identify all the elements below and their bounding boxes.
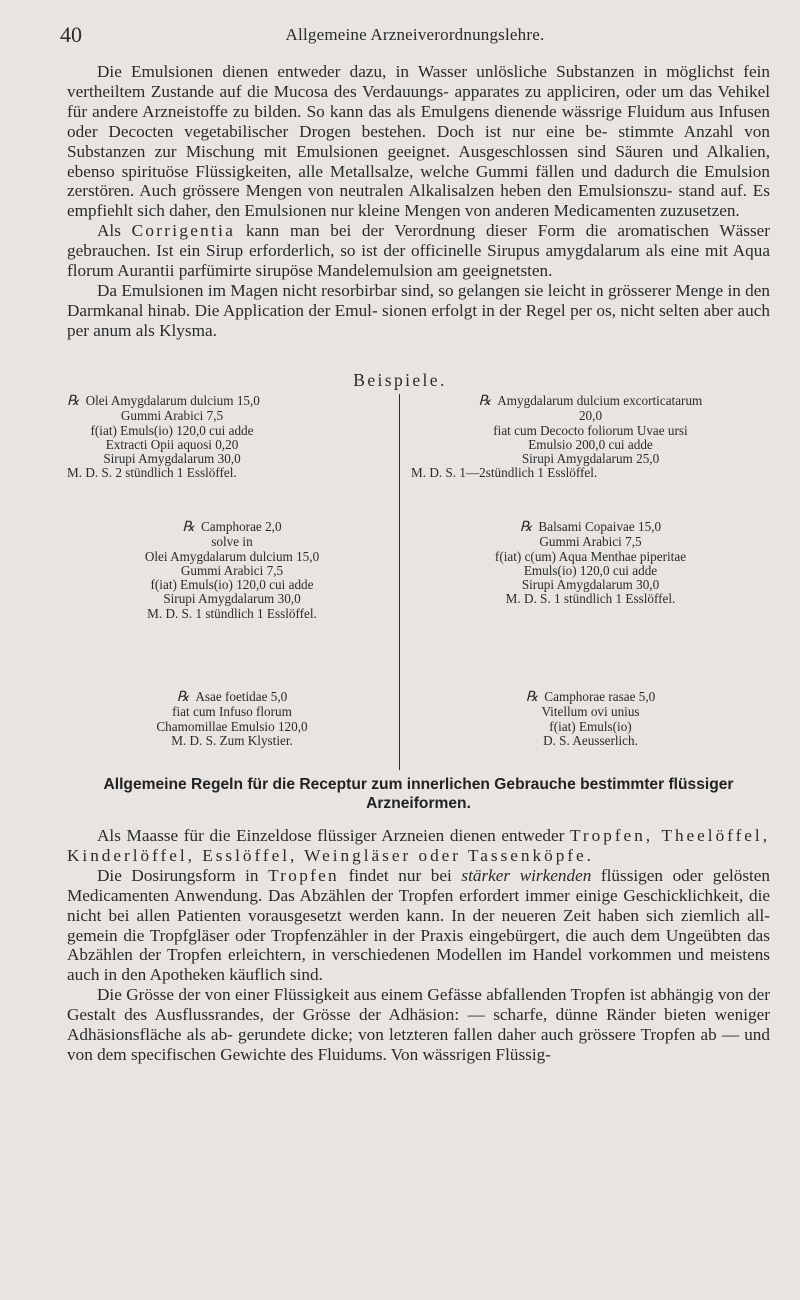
running-head: [60, 22, 770, 50]
prescription-line: Emulsio 200,0 cui adde: [528, 436, 653, 452]
spaced-term: Tropfen, Theelöffel, Kinderlöffel, Esslöffel, Weingläser oder Tassenköpfe.: [67, 826, 771, 865]
section-text: [67, 826, 770, 1065]
prescription-line: Balsami Copaivae 15,0: [538, 519, 662, 534]
prescription-first-line: [411, 394, 770, 409]
prescription-line: Olei Amygdalarum dulcium 15,0: [144, 548, 320, 564]
prescription-examples: [67, 394, 770, 770]
paragraph: Da Emulsionen im Magen nicht resorbirbar sind, so gelangen sie leicht in grösserer Menge in den Darmkanal hinab. Die Application der Emul- sionen erfolgt in der Regel per os, nicht selten aber auch per anum als Klysma.: [67, 280, 770, 340]
paragraph-text: Die Dosirungsform in: [97, 865, 259, 885]
section-heading: Allgemeine Regeln für die Receptur zum innerlichen Gebrauche bestimmter flüssiger Arzneiformen.: [103, 776, 734, 812]
prescription-signa: M. D. S. 2 stündlich 1 Esslöffel.: [67, 465, 237, 481]
paragraph: [67, 826, 770, 866]
prescription-line: Gummi Arabici 7,5: [120, 408, 224, 424]
prescription-line: Gummi Arabici 7,5: [539, 534, 642, 550]
running-title: Allgemeine Arzneiverordnungslehre.: [285, 25, 545, 44]
column-divider: [399, 394, 400, 770]
prescription-line: Olei Amygdalarum dulcium 15,0: [85, 393, 260, 408]
prescription-line: f(iat) Emuls(io) 120,0 cui adde: [150, 577, 314, 593]
examples-heading: Beispiele.: [353, 370, 447, 390]
paragraph: [67, 221, 770, 281]
prescription-first-line: [411, 520, 770, 535]
paragraph-text: kann man bei der Verordnung dieser Form die aromatischen Wässer gebrauchen. Ist ein Sirup erforderlich, so ist der officinelle Sirupus amygdalarum als eine mit Aqua florum Aurantii parfümirte sirupöse Mandelemulsion am geeignetsten.: [67, 221, 770, 281]
prescription-signa: M. D. S. 1 stündlich 1 Esslöffel.: [505, 591, 676, 607]
paragraph-text: flüssigen oder gelösten Medicamenten Anwendung. Das Abzählen der Tropfen erfordert immer einige Geschicklichkeit, die nicht bei allen Patienten vorausgesetzt werden kann. In der neueren Zeit haben sich ziemlich all- gemein die Tropfgläser oder Tropfenzähler in der Praxis eingebürgert, die auch dem Ungeübten das Abzählen der Tropfen erleichtern, in verschiedenen Modellen im Handel vorkommen und meistens auch in den Apotheken käuflich sind.: [67, 865, 771, 985]
prescription-line: Sirupi Amygdalarum 25,0: [521, 451, 660, 467]
paragraph-text: Als Maasse für die Einzeldose flüssiger Arzneien dienen entweder: [97, 826, 565, 845]
italic-term: stärker wirkenden: [461, 865, 592, 885]
prescription: [411, 690, 770, 748]
prescription: [67, 520, 397, 621]
prescription-line: Emuls(io) 120,0 cui adde: [523, 562, 658, 578]
prescription-signa: M. D. S. 1—2stündlich 1 Esslöffel.: [411, 465, 598, 481]
prescription-line: Camphorae 2,0: [200, 519, 282, 534]
paragraph: [67, 866, 770, 985]
prescription-line: Amygdalarum dulcium excorticatarum: [497, 393, 703, 408]
prescription-line: Extracti Opii aquosi 0,20: [105, 436, 239, 452]
paragraph: Die Emulsionen dienen entweder dazu, in Wasser unlösliche Substanzen in möglichst fein vertheiltem Zustande auf die Mucosa des Verdauungs- apparates zu appliciren, oder um das Vehikel für andere Arzneistoffe zu bilden. So kann das als Emulgens dienende wässrige Fluidum aus Infusen oder Decocten vegetabilischer Drogen bestehen. Doch ist nur eine be- stimmte Anzahl von Substanzen zur Mischung mit Emulsionen geeignet. Ausgeschlossen sind Säuren und Alkalien, ebenso spirituöse Flüssigkeiten, alle Metallsalze, welche Gummi fällen und dadurch die Emulsion zerstören. Auch grössere Mengen von neutralen Alkalisalzen heben den Emulsionszu- stand auf. Es empfiehlt sich daher, den Emulsionen nur kleine Mengen von anderen Medicamenten zuzusetzen.: [67, 62, 770, 221]
prescription-first-line: [67, 394, 277, 409]
intro-text: [67, 62, 770, 341]
recipe-symbol: ℞: [67, 394, 80, 409]
prescription-first-line: [411, 690, 770, 705]
recipe-symbol: ℞: [182, 520, 195, 535]
prescription-signa: D. S. Aeusserlich.: [543, 732, 638, 748]
prescription-line: Camphorae rasae 5,0: [544, 689, 656, 704]
page-number: 40: [60, 22, 82, 47]
recipe-symbol: ℞: [519, 520, 533, 535]
prescription-line: f(iat) Emuls(io) 120,0 cui adde: [90, 422, 254, 438]
prescription: [411, 394, 770, 481]
recipe-symbol: ℞: [176, 690, 190, 705]
prescription-first-line: [67, 690, 397, 705]
spaced-term: Corrigentia: [131, 221, 236, 241]
prescription-line: f(iat) Emuls(io): [549, 718, 632, 734]
paragraph-text: findet nur bei: [348, 865, 452, 885]
prescription: [67, 690, 397, 748]
recipe-symbol: ℞: [478, 394, 492, 409]
prescription-line: Gummi Arabici 7,5: [180, 562, 284, 578]
prescription-line: Vitellum ovi unius: [541, 704, 640, 720]
prescription-line: Chamomillae Emulsio 120,0: [156, 718, 308, 734]
prescription-line: Sirupi Amygdalarum 30,0: [163, 591, 301, 607]
prescription-line: Sirupi Amygdalarum 30,0: [103, 451, 241, 467]
paragraph-text: Als: [97, 221, 121, 241]
paragraph: Die Grösse der von einer Flüssigkeit aus einem Gefässe abfallenden Tropfen ist abhängig von der Gestalt des Ausflussrandes, der Grösse der Adhäsion: — scharfe, dünne Ränder bieten weniger Adhäsionsfläche als ab- gerundete dicke; von letzteren fallen daher auch grössere Tropfen ab — und von dem specifischen Gewichte des Fluidums. Von wässrigen Flüssig-: [67, 985, 770, 1064]
spaced-term: Tropfen: [268, 865, 339, 885]
prescription-line: 20,0: [578, 408, 603, 424]
prescription-first-line: [67, 520, 397, 535]
prescription-line: solve in: [211, 534, 253, 550]
prescription-signa: M. D. S. Zum Klystier.: [171, 732, 293, 748]
prescription-line: fiat cum Decocto foliorum Uvae ursi: [493, 422, 688, 438]
prescription: [411, 520, 770, 607]
prescription-signa: M. D. S. 1 stündlich 1 Esslöffel.: [147, 605, 317, 621]
prescription-line: Asae foetidae 5,0: [195, 689, 288, 704]
prescription-line: f(iat) c(um) Aqua Menthae piperitae: [494, 548, 687, 564]
recipe-symbol: ℞: [525, 690, 539, 705]
prescription-line: Sirupi Amygdalarum 30,0: [521, 577, 660, 593]
prescription-line: fiat cum Infuso florum: [172, 704, 292, 720]
prescription: [67, 394, 277, 481]
